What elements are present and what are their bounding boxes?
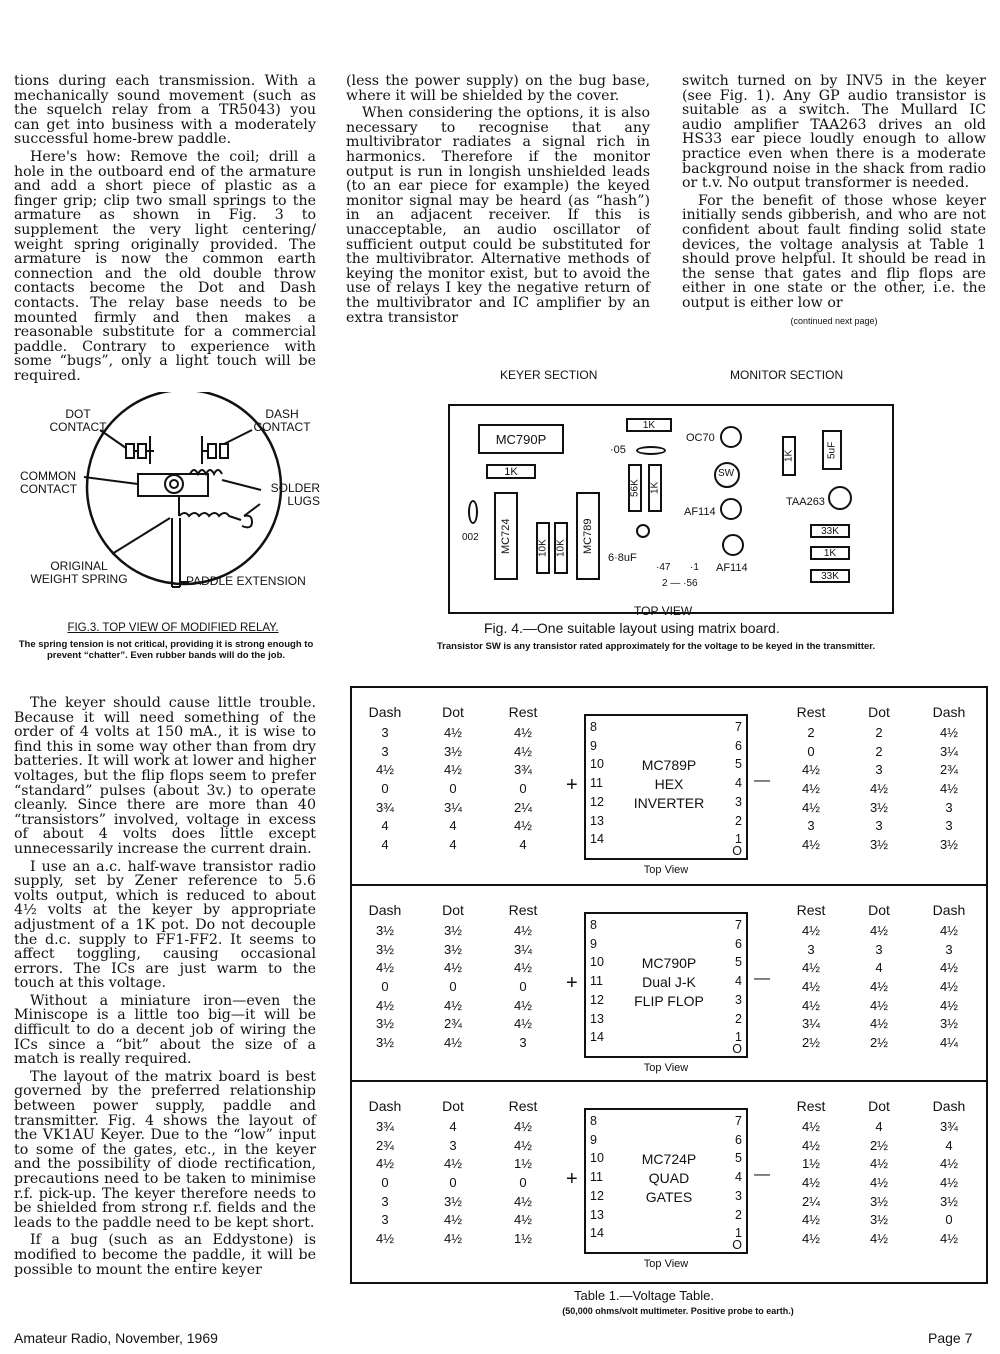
column-header: Dot <box>442 704 464 720</box>
pin-number: 5 <box>735 955 742 970</box>
voltage-value: 4½ <box>513 1119 533 1134</box>
pin-number: 11 <box>590 974 603 989</box>
voltage-value: 4½ <box>869 979 889 995</box>
af114-a-transistor <box>720 498 742 520</box>
resistor-33k-a: 33K <box>810 524 850 538</box>
right-dash-column <box>916 704 982 855</box>
ground-mark: O <box>732 1042 742 1056</box>
oc70-label: OC70 <box>686 432 715 444</box>
minus-sign: — <box>754 1166 770 1183</box>
left-dash-column <box>352 1098 418 1249</box>
resistor-1k-right: 1K <box>810 546 850 560</box>
pin-number: 12 <box>590 1188 604 1203</box>
right-dash-column <box>916 1098 982 1249</box>
pin-number: 7 <box>735 720 742 734</box>
column-header: Dash <box>932 704 966 720</box>
voltage-value: 4½ <box>513 1137 533 1153</box>
chip-name-line: HEX <box>654 776 684 792</box>
voltage-value: 3¾ <box>513 762 533 778</box>
capacitor-002-label: 002 <box>462 532 479 543</box>
voltage-value: 4½ <box>801 979 821 995</box>
voltage-value: 3½ <box>939 1193 959 1209</box>
pin-number: 14 <box>590 1030 604 1045</box>
voltage-value: 4½ <box>513 960 533 976</box>
voltage-value: 4½ <box>801 837 821 853</box>
voltage-value: 4 <box>945 1137 953 1153</box>
voltage-value: 0 <box>381 979 389 995</box>
pin-number: 4 <box>735 1170 742 1185</box>
chip-name-line: MC789P <box>641 757 697 773</box>
voltage-value: 3½ <box>375 941 395 957</box>
capacitor-05 <box>636 446 666 455</box>
voltage-value: 4½ <box>513 1193 533 1209</box>
chip-name-line: QUAD <box>648 1170 690 1186</box>
capacitor-05-label: ·05 <box>610 444 626 456</box>
voltage-value: 4½ <box>939 979 959 995</box>
voltage-value: 4½ <box>801 799 821 815</box>
voltage-value: 4½ <box>939 781 959 797</box>
voltage-value: 3¼ <box>443 799 463 815</box>
ic-chip-diagram <box>584 714 748 860</box>
right-dash-column <box>916 902 982 1053</box>
voltage-value: 1½ <box>513 1156 533 1172</box>
column-header: Rest <box>796 902 826 918</box>
voltage-value: 3¼ <box>513 941 533 957</box>
minus-sign: — <box>754 772 770 789</box>
voltage-value: 2¾ <box>939 762 959 778</box>
voltage-value: 4½ <box>801 762 821 778</box>
voltage-value: 4½ <box>801 960 821 976</box>
voltage-value: 0 <box>945 1212 953 1228</box>
column-header: Dash <box>368 902 402 918</box>
figure-4 <box>436 366 900 666</box>
pin-number: 11 <box>590 776 603 791</box>
column-header: Dash <box>932 1098 966 1114</box>
voltage-value: 3 <box>449 1137 457 1153</box>
pin-number: 4 <box>735 776 742 791</box>
resistor-1k-monitor: 1K <box>782 436 796 476</box>
capacitor-5uf: 5uF <box>822 430 842 470</box>
voltage-value: 4½ <box>443 960 463 976</box>
pin-number: 12 <box>590 794 604 809</box>
voltage-value: 4 <box>519 837 527 853</box>
top-view-label: Top View <box>643 1062 689 1074</box>
voltage-value: 0 <box>807 743 815 759</box>
chip-name-line: MC724P <box>641 1151 697 1167</box>
voltage-value: 0 <box>519 979 527 995</box>
column-header: Dot <box>442 902 464 918</box>
resistor-56k: 56K <box>628 464 642 512</box>
pin-number: 1 <box>735 1226 742 1241</box>
voltage-value: 3 <box>519 1035 527 1051</box>
voltage-value: 4½ <box>939 923 959 938</box>
solder-lugs-label: SOLDER LUGS <box>270 481 320 508</box>
voltage-value: 4½ <box>869 997 889 1013</box>
minus-sign: — <box>754 970 770 987</box>
figure-4-caption: Fig. 4.—One suitable layout using matrix board. <box>484 620 780 636</box>
left-dot-column <box>420 704 486 855</box>
voltage-value: 3½ <box>443 743 463 759</box>
pin-number: 9 <box>590 738 597 753</box>
chip-name-line: GATES <box>645 1189 693 1205</box>
paragraph: tions during each transmission. With a mechanically sound movement (such as the squelch relay from a TR5043) you can get into business with a moderately successful home-brew paddle. <box>14 73 316 148</box>
voltage-value: 4½ <box>513 923 533 938</box>
pin-number: 14 <box>590 832 604 847</box>
continued-note: (continued next page) <box>790 315 878 326</box>
pin-number: 12 <box>590 992 604 1007</box>
resistor-1k-mid: 1K <box>648 464 662 512</box>
voltage-value: 3½ <box>443 1193 463 1209</box>
original-spring-label: ORIGINAL WEIGHT SPRING <box>30 559 128 586</box>
pin-number: 1 <box>735 832 742 847</box>
monitor-section-label: MONITOR SECTION <box>730 368 844 382</box>
pin-number: 8 <box>590 720 597 734</box>
pin-number: 1 <box>735 1030 742 1045</box>
pin-number: 3 <box>735 992 742 1007</box>
resistor-10k-a: 10K <box>536 522 550 574</box>
figure-4-note: Transistor SW is any transistor rated approximately for the voltage to be keyed in the transmitter. <box>436 641 876 652</box>
resistor-10k-b: 10K <box>554 522 568 574</box>
paragraph: (less the power supply) on the bug base, where it will be shielded by the cover. <box>346 73 650 104</box>
voltage-value: 4½ <box>513 997 533 1013</box>
voltage-value: 3 <box>807 941 815 957</box>
pin-number: 2 <box>735 813 742 828</box>
paragraph: The keyer should cause little trouble. Because it will need something of the order of 4 volts at 150 mA., it is wise to find this in some way other than from dry batteries. It will work at lower and higher voltages, but the flip flops seem to prefer “standard” pulses (about 3v.) to operate cleanly. Since there are more than 40 “transistors” involved, voltage in excess of about 4 volts does little except unnecessarily increase the current drain. <box>14 695 316 857</box>
pin-number: 5 <box>735 1151 742 1166</box>
voltage-value: 4½ <box>513 743 533 759</box>
paragraph: Without a miniature iron—even the Miniscope is a little too big—it will be difficult to do a decent job of wiring the ICs since a “bit” about the size of a match is really required. <box>14 992 316 1068</box>
voltage-value: 3¾ <box>939 1119 959 1134</box>
voltage-value: 0 <box>381 1175 389 1191</box>
right-dot-column <box>846 902 912 1053</box>
pin-number: 8 <box>590 918 597 932</box>
left-dash-column <box>352 902 418 1053</box>
voltage-value: 4½ <box>801 1119 821 1134</box>
paddle-extension-label: PADDLE EXTENSION <box>186 574 306 588</box>
pin-number: 4 <box>735 974 742 989</box>
pin-number: 10 <box>590 757 604 772</box>
resistor-1k-top: 1K <box>626 418 672 432</box>
voltage-value: 4½ <box>939 960 959 976</box>
plus-sign: + <box>566 1168 578 1190</box>
voltage-value: 4½ <box>443 1156 463 1172</box>
top-view-label: Top View <box>643 864 689 876</box>
voltage-value: 2¾ <box>443 1016 463 1032</box>
keyer-section-label: KEYER SECTION <box>500 368 598 382</box>
voltage-value: 4½ <box>443 1212 463 1228</box>
ic-chip-diagram <box>584 1108 748 1254</box>
voltage-value: 4½ <box>801 1175 821 1191</box>
voltage-value: 3½ <box>375 1016 395 1032</box>
top-view-label: TOP VIEW <box>634 604 693 618</box>
pin-number: 6 <box>735 936 742 951</box>
voltage-value: 3 <box>945 818 953 834</box>
resistor-33k-b: 33K <box>810 569 850 583</box>
voltage-value: 3 <box>875 762 883 778</box>
table-section <box>352 884 986 1078</box>
voltage-value: 3½ <box>443 941 463 957</box>
right-rest-column <box>778 1098 844 1249</box>
column-1-top <box>14 74 316 386</box>
voltage-value: 3 <box>875 941 883 957</box>
voltage-value: 3 <box>945 941 953 957</box>
voltage-value: 4½ <box>375 960 395 976</box>
right-rest-column <box>778 902 844 1053</box>
pin-number: 2 <box>735 1011 742 1026</box>
paragraph: switch turned on by INV5 in the keyer (see Fig. 1). Any GP audio transistor is suitable as a switch. The Mullard IC audio amplifier TAA263 drives an old HS33 ear piece loudly enough to allow practice even when there is a moderate background noise in the shack from radio or t.v. No output transformer is needed. <box>682 73 986 192</box>
voltage-value: 2½ <box>869 1137 889 1153</box>
column-header: Rest <box>508 902 538 918</box>
voltage-value: 3 <box>807 818 815 834</box>
voltage-value: 2 <box>875 725 883 740</box>
voltage-value: 4½ <box>375 997 395 1013</box>
voltage-value: 3½ <box>443 923 463 938</box>
capacitor-1-label: ·1 <box>690 562 699 573</box>
paragraph: For the benefit of those whose keyer initially sends gibberish, and who are not confident about fault finding solid state devices, the voltage analysis at Table 1 should prove helpful. It should be read in the sense that gates and flip flops are either in one state or the other, i.e. the output is either low or <box>682 192 986 311</box>
voltage-value: 4½ <box>375 1156 395 1172</box>
common-contact-label: COMMON CONTACT <box>20 469 78 496</box>
pin-number: 9 <box>590 1132 597 1147</box>
capacitor-6-8uf-label: 6·8uF <box>608 552 637 564</box>
left-rest-column <box>490 1098 556 1249</box>
voltage-value: 3 <box>381 743 389 759</box>
paragraph: The layout of the matrix board is best governed by the preferred relationship between power supply, paddle and transmitter. Fig. 4 shows the layout of the VK1AU Keyer. Due to the “low” input to some of the gates, etc., in the keyer and the possibility of diode rectification, precautions need to be taken to minimise r.f. pick-up. The keyer therefore needs to be shielded from strong r.f. fields and the leads to the paddle need to be kept short. <box>14 1068 316 1231</box>
voltage-value: 4½ <box>869 923 889 938</box>
dot-contact-label: DOT CONTACT <box>49 407 107 434</box>
pin-number: 3 <box>735 1188 742 1203</box>
voltage-value: 4¼ <box>939 1035 959 1051</box>
chip-name-line: Dual J-K <box>642 974 696 990</box>
column-header: Dash <box>368 704 402 720</box>
pin-number: 13 <box>590 813 604 828</box>
voltage-value: 3¾ <box>375 799 395 815</box>
column-3 <box>682 74 986 328</box>
figure-3-caption: FIG.3. TOP VIEW OF MODIFIED RELAY. <box>67 622 279 634</box>
sw-label: SW <box>718 468 735 479</box>
pin-number: 6 <box>735 1132 742 1147</box>
voltage-value: 2 <box>807 725 815 740</box>
voltage-value: 3½ <box>869 837 889 853</box>
footer-left: Amateur Radio, November, 1969 <box>14 1330 218 1346</box>
capacitor-002 <box>468 500 478 524</box>
af114-b-transistor <box>722 534 744 556</box>
voltage-value: 4½ <box>443 1231 463 1247</box>
dash-contact-label: DASH CONTACT <box>253 407 311 434</box>
voltage-value: 4½ <box>801 1231 821 1247</box>
voltage-value: 4½ <box>801 923 821 938</box>
column-header: Dash <box>368 1098 402 1114</box>
pin-number: 10 <box>590 955 604 970</box>
voltage-value: 4½ <box>801 781 821 797</box>
voltage-value: 4½ <box>443 997 463 1013</box>
voltage-value: 3½ <box>375 1035 395 1051</box>
voltage-value: 3½ <box>939 837 959 853</box>
mc789-ic: MC789 <box>576 492 600 580</box>
voltage-value: 3¾ <box>375 1119 395 1134</box>
top-view-label: Top View <box>643 1258 689 1270</box>
table-section <box>352 688 986 882</box>
voltage-value: 4½ <box>443 725 463 740</box>
voltage-value: 2½ <box>869 1035 889 1051</box>
voltage-value: 4½ <box>869 1016 889 1032</box>
voltage-value: 4 <box>381 837 389 853</box>
voltage-value: 4½ <box>869 781 889 797</box>
plus-sign: + <box>566 774 578 796</box>
voltage-value: 3½ <box>869 1193 889 1209</box>
figure-3-note: The spring tension is not critical, providing it is strong enough to prevent “chatter”. Even rubber bands will do the job. <box>18 639 314 661</box>
voltage-value: 2½ <box>801 1035 821 1051</box>
voltage-value: 3 <box>875 818 883 834</box>
paragraph: Here's how: Remove the coil; drill a hole in the outboard end of the armature and add a short piece of plastic as a finger grip; clip two small springs to the armature as shown in Fig. 3 to supplement the very light centering/ weight spring originally provided. The armature is now the common earth connection and the old double throw contacts become the Dot and Dash contacts. The relay base needs to be mounted firmly and then makes a reasonable substitute for a commercial paddle. Contrary to experience with some “bugs”, only a light touch will be required. <box>14 148 316 384</box>
paragraph: I use an a.c. half-wave transistor radio supply, set by Zener reference to 5.6 volts output, which is reduced to about 4½ volts at the keyer by appropriate adjustment of a 1K pot. Do not decouple the d.c. supply to FF1-FF2. It seems to affect toggling, causing occasional errors. The ICs are just warm to the touch at this voltage. <box>14 858 316 992</box>
chip-name-line: INVERTER <box>633 795 705 811</box>
pin-number: 13 <box>590 1207 604 1222</box>
voltage-value: 2¼ <box>801 1193 821 1209</box>
taa263-ic <box>828 486 852 510</box>
left-rest-column <box>490 902 556 1053</box>
voltage-value: 4 <box>875 960 883 976</box>
voltage-value: 4½ <box>513 725 533 740</box>
column-header: Rest <box>796 704 826 720</box>
voltage-value: 4 <box>875 1119 883 1134</box>
voltage-value: 0 <box>519 1175 527 1191</box>
pin-number: 7 <box>735 1114 742 1128</box>
pin-number: 5 <box>735 757 742 772</box>
voltage-value: 4½ <box>939 1175 959 1191</box>
column-header: Rest <box>508 1098 538 1114</box>
mc724-ic: MC724 <box>494 492 518 580</box>
af114-a-label: AF114 <box>684 506 716 518</box>
voltage-value: 4 <box>449 1119 457 1134</box>
voltage-value: 4 <box>449 837 457 853</box>
voltage-value: 2 <box>875 743 883 759</box>
voltage-value: 4½ <box>869 1156 889 1172</box>
voltage-value: 3 <box>381 1212 389 1228</box>
ground-mark: O <box>732 844 742 858</box>
voltage-value: 4½ <box>443 762 463 778</box>
chip-name-line: FLIP FLOP <box>634 993 704 1009</box>
voltage-value: 0 <box>449 1175 457 1191</box>
footer-right: Page 7 <box>928 1330 973 1346</box>
voltage-value: 4½ <box>801 1137 821 1153</box>
voltage-value: 3½ <box>939 1016 959 1032</box>
taa263-label: TAA263 <box>786 496 825 508</box>
voltage-value: 4 <box>381 818 389 834</box>
pin-number: 11 <box>590 1170 603 1185</box>
voltage-value: 4½ <box>375 762 395 778</box>
mc790p-ic: MC790P <box>478 424 564 454</box>
oc70-transistor <box>720 426 742 448</box>
voltage-value: 4½ <box>513 818 533 834</box>
ic-chip-diagram <box>584 912 748 1058</box>
voltage-value: 2¼ <box>513 799 533 815</box>
voltage-value: 4½ <box>869 1231 889 1247</box>
af114-b-label: AF114 <box>716 562 748 574</box>
voltage-value: 3½ <box>375 923 395 938</box>
paragraph: When considering the options, it is also necessary to recognise that any multivibrator radiates a signal rich in harmonics. Therefore if the monitor output is run in longish unshielded leads (to an ear piece for example) the keyed monitor signal may be heard (as “hash”) in an adjacent receiver. If this is unacceptable, an audio oscillator of sufficient output could be substituted for the multivibrator. Alternative methods of keying the monitor exist, but to avoid the use of relays I key the negative return of the multivibrator and IC amplifier by an extra transistor <box>346 105 650 326</box>
column-header: Dash <box>932 902 966 918</box>
pin-number: 6 <box>735 738 742 753</box>
left-dash-column <box>352 704 418 855</box>
voltage-value: 4½ <box>939 725 959 740</box>
column-header: Rest <box>796 1098 826 1114</box>
voltage-value: 4½ <box>513 1016 533 1032</box>
voltage-value: 4½ <box>869 1175 889 1191</box>
pin-number: 14 <box>590 1226 604 1241</box>
column-header: Dot <box>442 1098 464 1114</box>
voltage-value: 0 <box>449 781 457 797</box>
pin-number: 13 <box>590 1011 604 1026</box>
voltage-table <box>350 686 988 1284</box>
voltage-value: 4½ <box>375 1231 395 1247</box>
voltage-value: 3 <box>381 725 389 740</box>
voltage-value: 0 <box>519 781 527 797</box>
pin-number: 9 <box>590 936 597 951</box>
column-header: Rest <box>508 704 538 720</box>
pin-number: 10 <box>590 1151 604 1166</box>
pin-number: 8 <box>590 1114 597 1128</box>
paragraph: If a bug (such as an Eddystone) is modified to become the paddle, it will be possible to mount the entire keyer <box>14 1232 316 1278</box>
left-dot-column <box>420 1098 486 1249</box>
voltage-value: 0 <box>381 781 389 797</box>
voltage-value: 3¼ <box>801 1016 821 1032</box>
resistor-1k-left: 1K <box>486 464 536 479</box>
column-header: Dot <box>868 704 890 720</box>
voltage-value: 3½ <box>869 1212 889 1228</box>
voltage-value: 4½ <box>513 1212 533 1228</box>
table-1-caption: Table 1.—Voltage Table. <box>574 1288 714 1303</box>
voltage-value: 4½ <box>443 1035 463 1051</box>
column-1-bottom <box>14 696 316 1280</box>
voltage-value: 2¾ <box>375 1137 395 1153</box>
left-rest-column <box>490 704 556 855</box>
capacitor-2-56-label: 2 — ·56 <box>662 578 698 589</box>
right-dot-column <box>846 704 912 855</box>
table-section <box>352 1080 986 1274</box>
voltage-value: 4½ <box>801 997 821 1013</box>
capacitor-6-8uf <box>636 524 650 538</box>
voltage-value: 4 <box>449 818 457 834</box>
ground-mark: O <box>732 1238 742 1252</box>
table-1-note: (50,000 ohms/volt multimeter. Positive probe to earth.) <box>562 1306 794 1316</box>
pin-number: 3 <box>735 794 742 809</box>
voltage-value: 3½ <box>869 799 889 815</box>
column-header: Dot <box>868 1098 890 1114</box>
pin-number: 7 <box>735 918 742 932</box>
right-dot-column <box>846 1098 912 1249</box>
figure-3 <box>14 392 324 682</box>
voltage-value: 4½ <box>801 1212 821 1228</box>
voltage-value: 3¼ <box>939 743 959 759</box>
voltage-value: 4½ <box>939 997 959 1013</box>
chip-name-line: MC790P <box>641 955 697 971</box>
column-header: Dot <box>868 902 890 918</box>
voltage-value: 1½ <box>801 1156 821 1172</box>
voltage-value: 0 <box>449 979 457 995</box>
voltage-value: 1½ <box>513 1231 533 1247</box>
voltage-value: 3 <box>945 799 953 815</box>
column-2 <box>346 74 650 328</box>
voltage-value: 4½ <box>939 1231 959 1247</box>
pin-number: 2 <box>735 1207 742 1222</box>
left-dot-column <box>420 902 486 1053</box>
plus-sign: + <box>566 972 578 994</box>
capacitor-47-label: ·47 <box>656 562 671 573</box>
right-rest-column <box>778 704 844 855</box>
voltage-value: 3 <box>381 1193 389 1209</box>
voltage-value: 4½ <box>939 1156 959 1172</box>
